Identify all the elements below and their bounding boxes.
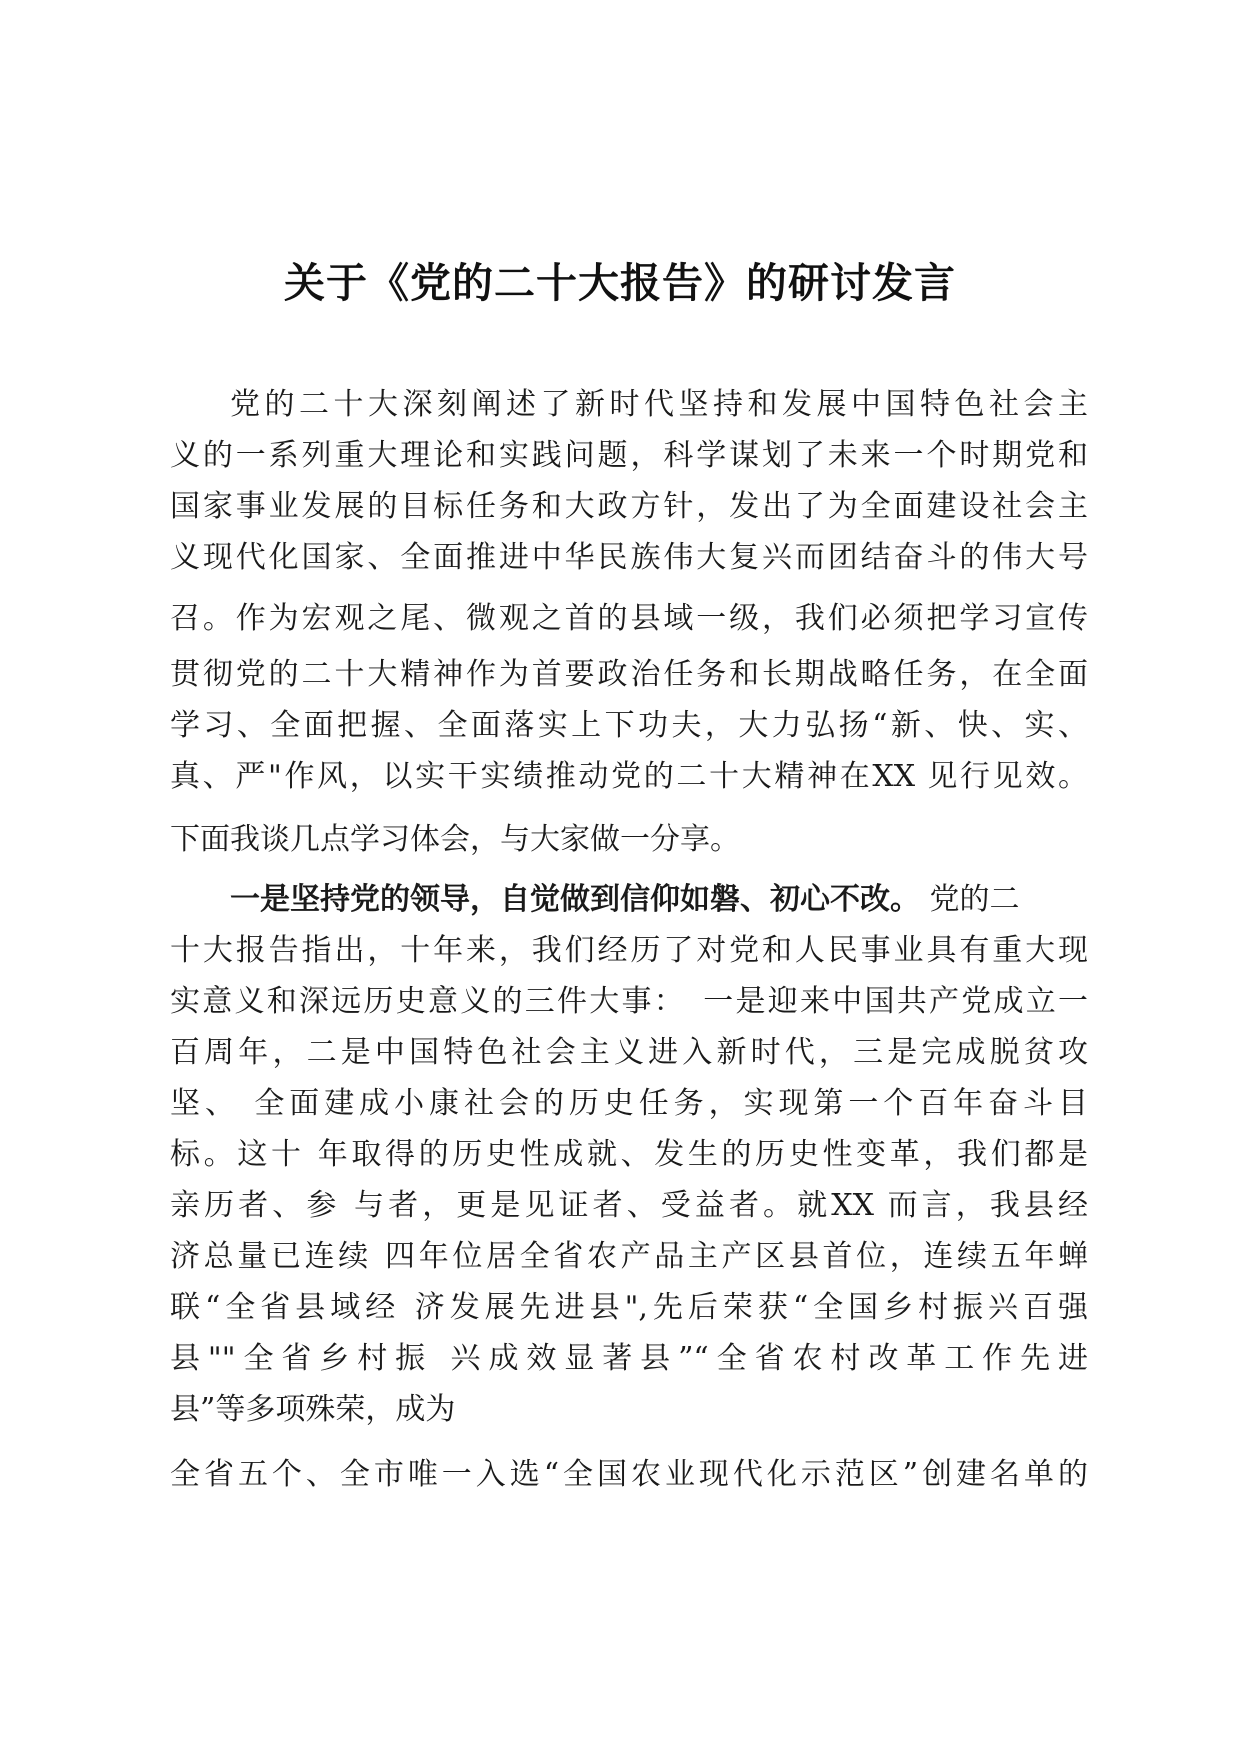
paragraph-line: 下面我谈几点学习体会，与大家做一分享。 — [170, 822, 740, 857]
paragraph-heading-tail: 党的二 — [920, 882, 1020, 917]
paragraph-line: 联“全省县域经 济发展先进县",先后荣获“全国乡村振兴百强 — [170, 1290, 1088, 1325]
paragraph-line: 学习、全面把握、全面落实上下功夫，大力弘扬“新、快、实、 — [170, 708, 1088, 743]
paragraph-line: 义现代化国家、全面推进中华民族伟大复兴而团结奋斗的伟大号 — [170, 540, 1088, 575]
document-title: 关于《党的二十大报告》的研讨发言 — [284, 259, 956, 307]
paragraph-line: 县”等多项殊荣，成为 — [170, 1392, 456, 1427]
paragraph-line: 国家事业发展的目标任务和大政方针，发出了为全面建设社会主 — [170, 489, 1088, 524]
paragraph-line: 亲历者、参 与者，更是见证者、受益者。就XX 而言，我县经 — [170, 1188, 1088, 1223]
paragraph-heading: 一是坚持党的领导，自觉做到信仰如磐、初心不改。 — [230, 882, 920, 917]
paragraph-line: 实意义和深远历史意义的三件大事： 一是迎来中国共产党成立一 — [170, 984, 1088, 1019]
paragraph-heading-line — [230, 875, 1088, 925]
paragraph-line: 济总量已连续 四年位居全省农产品主产区县首位，连续五年蝉 — [170, 1239, 1088, 1274]
paragraph-line: 县""全省乡村振 兴成效显著县”“全省农村改革工作先进 — [170, 1341, 1088, 1376]
paragraph-line: 真、严"作风，以实干实绩推动党的二十大精神在XX 见行见效。 — [170, 759, 1088, 794]
paragraph-line: 贯彻党的二十大精神作为首要政治任务和长期战略任务，在全面 — [170, 657, 1088, 692]
paragraph-line: 十大报告指出，十年来，我们经历了对党和人民事业具有重大现 — [170, 933, 1088, 968]
paragraph-line: 百周年，二是中国特色社会主义进入新时代，三是完成脱贫攻 — [170, 1035, 1088, 1070]
paragraph-line: 标。这十 年取得的历史性成就、发生的历史性变革，我们都是 — [170, 1137, 1088, 1172]
paragraph-line: 召。作为宏观之尾、微观之首的县域一级，我们必须把学习宣传 — [170, 601, 1088, 636]
paragraph-line: 坚、 全面建成小康社会的历史任务，实现第一个百年奋斗目 — [170, 1086, 1088, 1121]
paragraph-line: 义的一系列重大理论和实践问题，科学谋划了未来一个时期党和 — [170, 438, 1088, 473]
paragraph-line: 全省五个、全市唯一入选“全国农业现代化示范区”创建名单的 — [170, 1457, 1088, 1492]
paragraph-line: 党的二十大深刻阐述了新时代坚持和发展中国特色社会主 — [230, 387, 1088, 422]
